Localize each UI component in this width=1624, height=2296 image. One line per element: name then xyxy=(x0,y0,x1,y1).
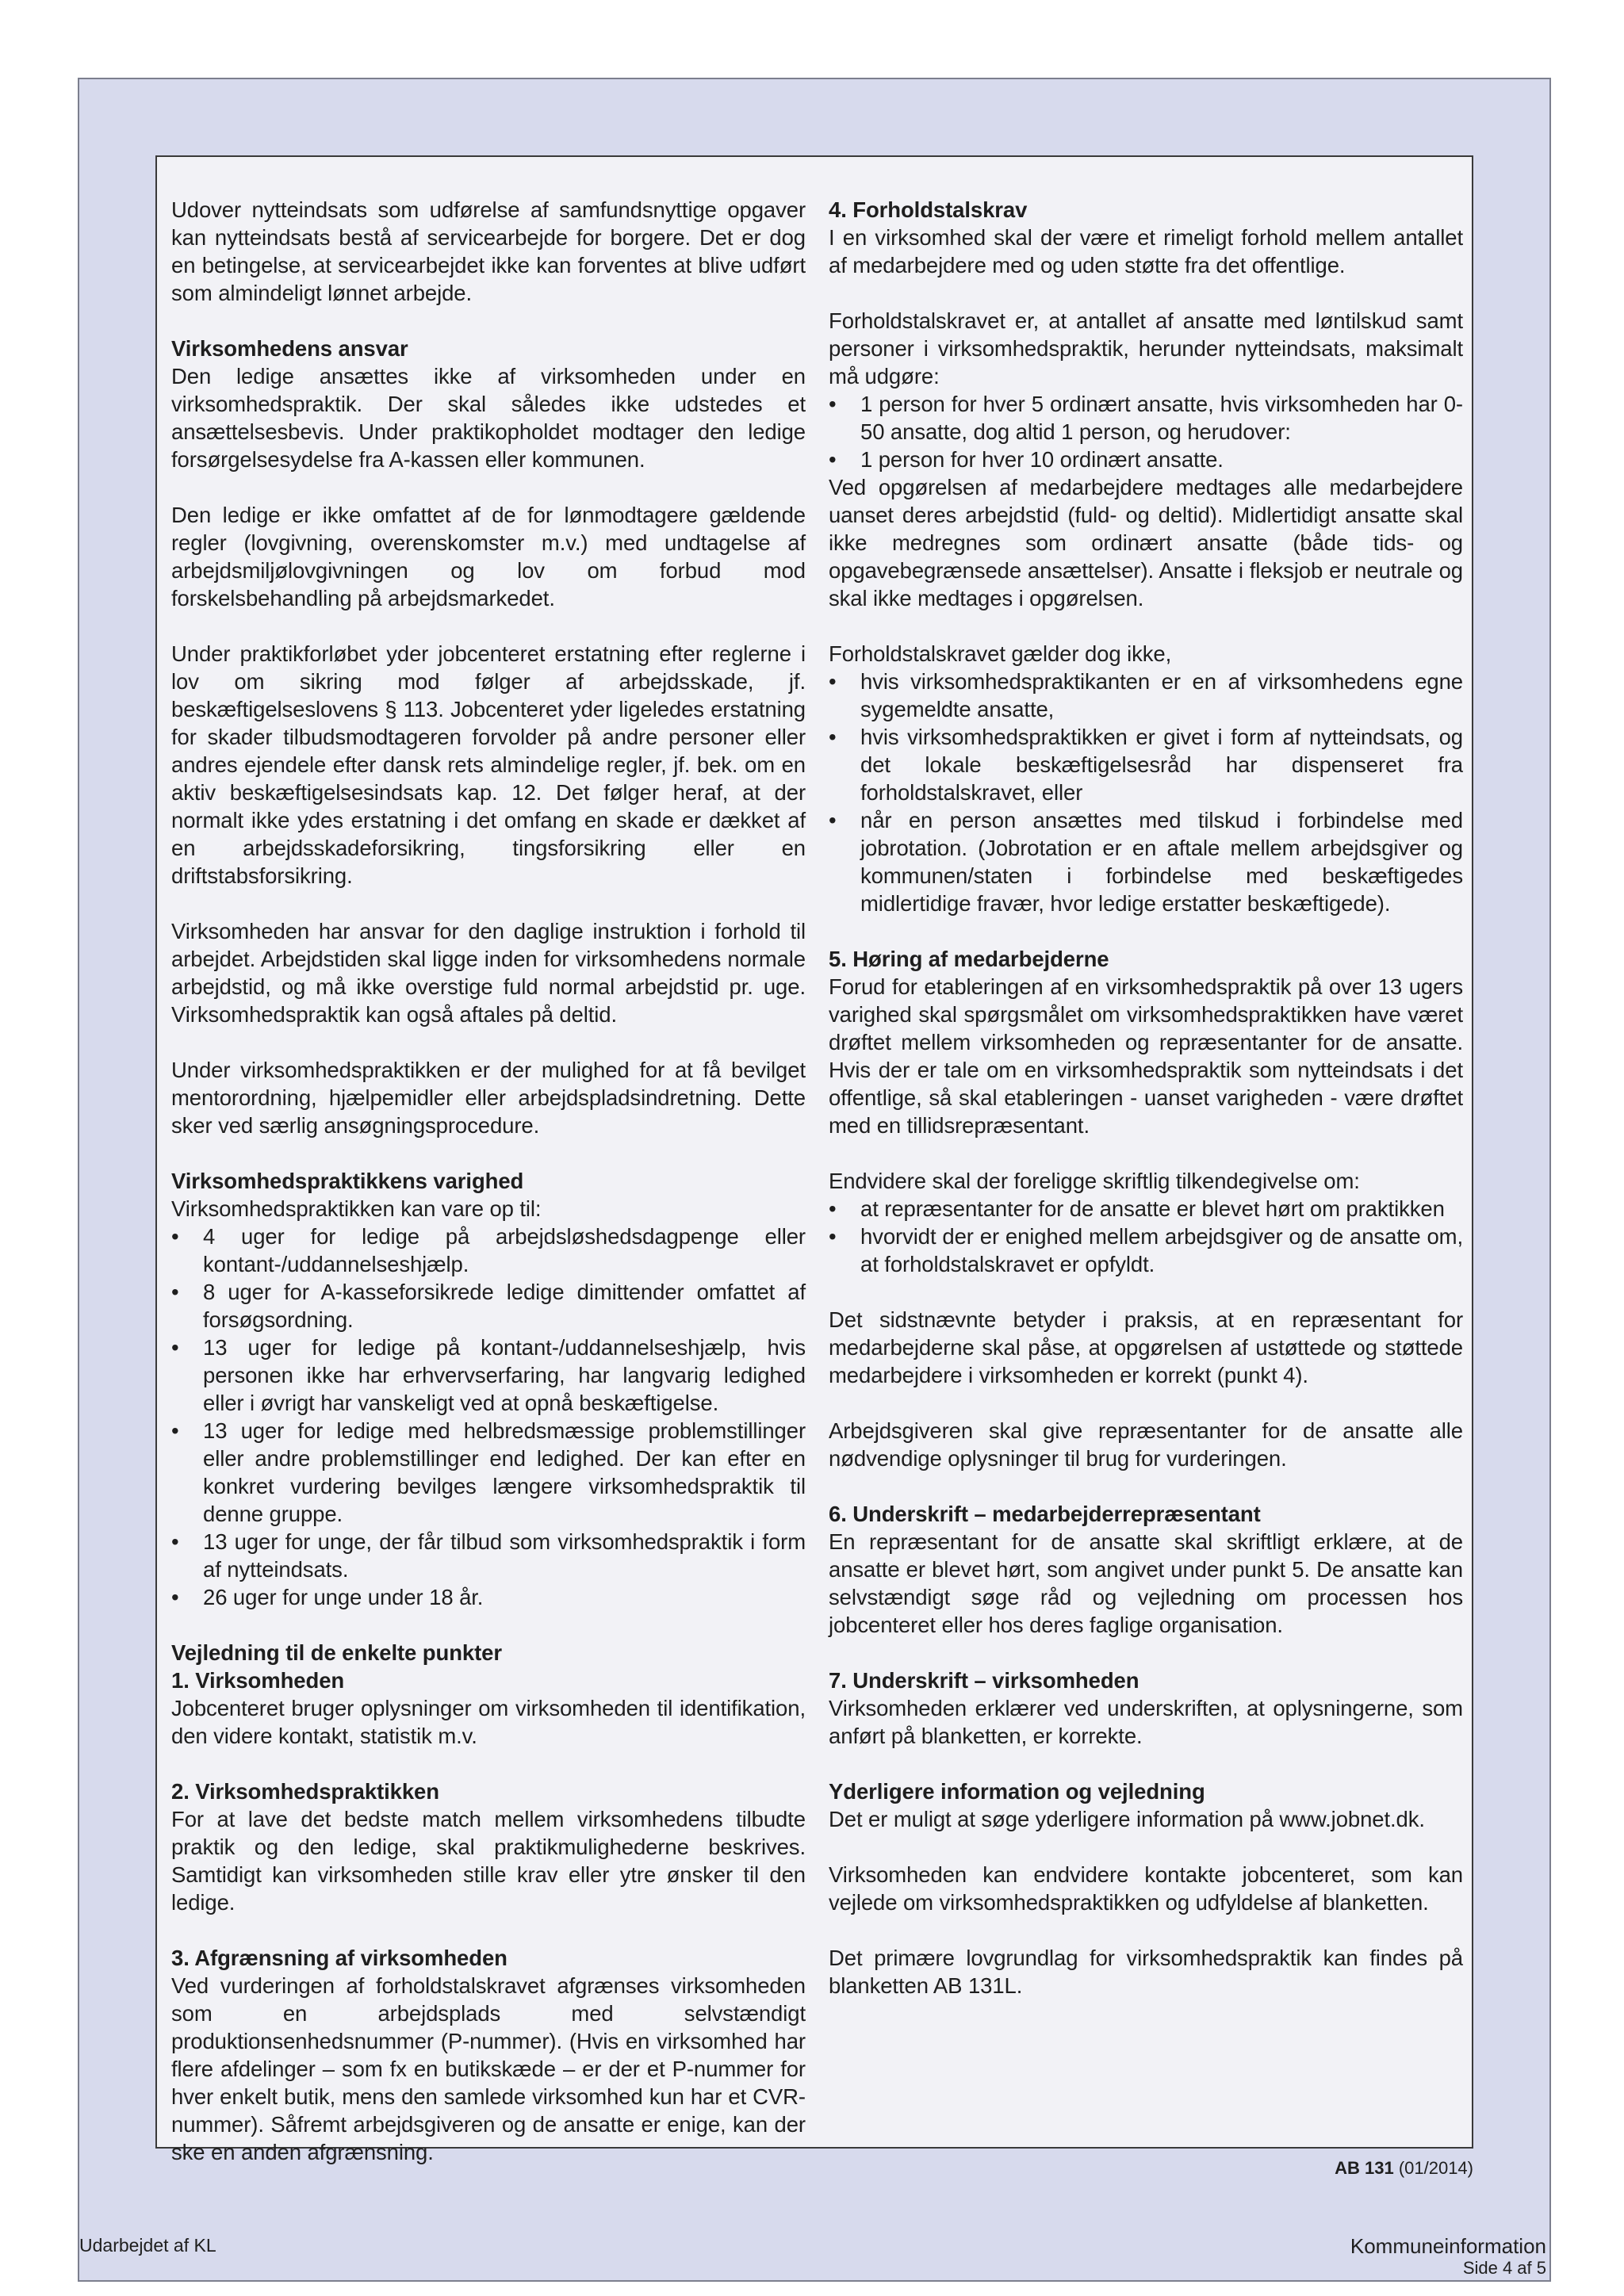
list-item: • hvis virksomhedspraktikanten er en af virksomhedens egne sygemeldte ansatte, xyxy=(829,668,1463,723)
category-label: Kommuneinformation xyxy=(1350,2234,1546,2258)
list-item: • når en person ansættes med tilskud i forbindelse med jobrotation. (Jobrotation er en aftale mellem arbejdsgiver og kommunen/staten i forbindelse med beskæftigedes midlertidige fravær, hvor ledige erstatter beskæftigede). xyxy=(829,806,1463,917)
form-code xyxy=(1335,2158,1473,2179)
list-item: • 13 uger for ledige på kontant-/uddannelseshjælp, hvis personen ikke har erhvervserfaring, har langvarig ledighed eller i øvrigt har vanskeligt ved at opnå beskæftigelse. xyxy=(171,1334,806,1417)
varighed-list xyxy=(171,1223,806,1611)
point-7-text: Virksomheden erklærer ved underskriften, at oplysningerne, som anført på blanketten, er korrekte. xyxy=(829,1696,1463,1748)
ansvar-paragraph-2: Den ledige er ikke omfattet af de for lønmodtagere gældende regler (lovgivning, overenskomster m.v.) med undtagelse af arbejdsmiljølovgivningen og lov om forbud mod forskelsbehandling på arbejdsmarkedet. xyxy=(171,503,806,610)
point-5-text-2: Endvidere skal der foreligge skriftlig tilkendegivelse om: xyxy=(829,1169,1360,1193)
point-4-text-1: I en virksomhed skal der være et rimeligt forhold mellem antallet af medarbejdere med og uden støtte fra det offentlige. xyxy=(829,225,1463,277)
list-item: • hvorvidt der er enighed mellem arbejdsgiver og de ansatte om, at forholdstalskravet er opfyldt. xyxy=(829,1223,1463,1278)
point-5-text-4: Arbejdsgiveren skal give repræsentanter for de ansatte alle nødvendige oplysninger til brug for vurderingen. xyxy=(829,1418,1463,1471)
list-item: • 8 uger for A-kasseforsikrede ledige dimittender omfattet af forsøgsordning. xyxy=(171,1278,806,1334)
list-item: • 13 uger for unge, der får tilbud som virksomhedspraktik i form af nytteindsats. xyxy=(171,1528,806,1583)
info-heading: Yderligere information og vejledning xyxy=(829,1779,1205,1804)
page-number: Side 4 af 5 xyxy=(1462,2258,1546,2278)
right-column xyxy=(829,196,1463,2027)
list-item: • hvis virksomhedspraktikken er givet i form af nytteindsats, og det lokale beskæftigelsesråd har dispenseret fra forholdstalskravet, eller xyxy=(829,723,1463,806)
list-item: • 1 person for hver 5 ordinært ansatte, hvis virksomheden har 0-50 ansatte, dog altid 1 person, og herudover: xyxy=(829,390,1463,446)
left-column xyxy=(171,196,806,2194)
point-5-heading: 5. Høring af medarbejderne xyxy=(829,947,1109,971)
point-4-heading: 4. Forholdstalskrav xyxy=(829,197,1028,222)
list-item: • at repræsentanter for de ansatte er blevet hørt om praktikken xyxy=(829,1195,1463,1223)
varighed-intro: Virksomhedspraktikken kan vare op til: xyxy=(171,1196,542,1221)
point-1-heading: 1. Virksomheden xyxy=(171,1668,345,1693)
form-code-date: (01/2014) xyxy=(1398,2158,1473,2178)
section-heading-vejledning: Vejledning til de enkelte punkter xyxy=(171,1640,502,1665)
ansvar-paragraph-4: Virksomheden har ansvar for den daglige instruktion i forhold til arbejdet. Arbejdstiden skal ligge inden for virksomhedens normale arbejdstid, og må ikke overstige fuld normal arbejdstid pr. uge. Virksomhedspraktik kan også aftales på deltid. xyxy=(171,919,806,1027)
point-2-heading: 2. Virksomhedspraktikken xyxy=(171,1779,439,1804)
point-5-text-3: Det sidstnævnte betyder i praksis, at en repræsentant for medarbejderne skal påse, at opgørelsen af ustøttede og støttede medarbejdere i virksomheden er korrekt (punkt 4). xyxy=(829,1307,1463,1387)
point-4-text-4: Forholdstalskravet gælder dog ikke, xyxy=(829,641,1172,666)
point-3-text: Ved vurderingen af forholdstalskravet afgrænses virksomheden som en arbejdsplads med selvstændigt produktionsenhedsnummer (P-nummer). (Hvis en virksomhed har flere afdelinger – som fx en butikskæde – er der et P-nummer for hver enkelt butik, mens den samlede virksomhed kun har et CVR-nummer). Såfremt arbejdsgiveren og de ansatte er enige, kan der ske en anden afgrænsning. xyxy=(171,1973,806,2164)
made-by-label: Udarbejdet af KL xyxy=(79,2235,216,2256)
ansvar-paragraph-3: Under praktikforløbet yder jobcenteret erstatning efter reglerne i lov om sikring mod følger af arbejdsskade, jf. beskæftigelseslovens § 113. Jobcenteret yder ligeledes erstatning for skader tilbudsmodtageren forvolder på andre personer eller andres ejendele efter dansk rets almindelige regler, jf. bek. om en aktiv beskæftigelsesindsats kap. 12. Det følger heraf, at der normalt ikke ydes erstatning i det omfang en skade er dækket af en arbejdsskadeforsikring, tingsforsikring eller en driftstabsforsikring. xyxy=(171,641,806,888)
list-item: • 1 person for hver 10 ordinært ansatte. xyxy=(829,446,1463,473)
point-4-text-3: Ved opgørelsen af medarbejdere medtages alle medarbejdere uanset deres arbejdstid (fuld- og deltid). Midlertidigt ansatte skal ikke medregnes som ordinært ansatte (både tids- og opgavebegrænsede ansættelser). Ansatte i fleksjob er neutrale og skal ikke medtages i opgørelsen. xyxy=(829,475,1463,610)
info-text-1: Det er muligt at søge yderligere information på www.jobnet.dk. xyxy=(829,1807,1425,1831)
section-heading-ansvar: Virksomhedens ansvar xyxy=(171,336,408,361)
section-heading-varighed: Virksomhedspraktikkens varighed xyxy=(171,1169,524,1193)
info-text-2: Virksomheden kan endvidere kontakte jobcenteret, som kan vejlede om virksomhedspraktikken og udfyldelse af blanketten. xyxy=(829,1862,1463,1915)
point-1-text: Jobcenteret bruger oplysninger om virksomheden til identifikation, den videre kontakt, statistik m.v. xyxy=(171,1696,806,1748)
point-4-exceptions-list xyxy=(829,668,1463,917)
info-text-3: Det primære lovgrundlag for virksomhedspraktik kan findes på blanketten AB 131L. xyxy=(829,1946,1463,1998)
point-4-list xyxy=(829,390,1463,473)
point-2-text: For at lave det bedste match mellem virksomhedens tilbudte praktik og den ledige, skal praktikmulighederne beskrives. Samtidigt kan virksomheden stille krav eller ytre ønsker til den ledige. xyxy=(171,1807,806,1915)
ansvar-paragraph-1: Den ledige ansættes ikke af virksomheden under en virksomhedspraktik. Der skal således ikke udstedes et ansættelsesbevis. Under praktikopholdet modtager den ledige forsørgelsesydelse fra A-kassen eller kommunen. xyxy=(171,364,806,472)
point-3-heading: 3. Afgrænsning af virksomheden xyxy=(171,1946,508,1970)
form-code-number: AB 131 xyxy=(1335,2158,1394,2178)
point-5-text-1: Forud for etableringen af en virksomhedspraktik på over 13 ugers varighed skal spørgsmålet om virksomhedspraktikken have været drøftet mellem virksomheden og repræsentanter for de ansatte. Hvis der er tale om en virksomhedspraktik som nytteindsats i det offentlige, så skal etableringen - uanset varigheden - være drøftet med en tillidsrepræsentant. xyxy=(829,974,1463,1138)
ansvar-paragraph-5: Under virksomhedspraktikken er der mulighed for at få bevilget mentorordning, hjælpemidler eller arbejdspladsindretning. Dette sker ved særlig ansøgningsprocedure. xyxy=(171,1058,806,1138)
point-6-heading: 6. Underskrift – medarbejderrepræsentant xyxy=(829,1502,1261,1526)
list-item: • 26 uger for unge under 18 år. xyxy=(171,1583,806,1611)
footer-info xyxy=(1350,2234,1546,2279)
list-item: • 4 uger for ledige på arbejdsløshedsdagpenge eller kontant-/uddannelseshjælp. xyxy=(171,1223,806,1278)
point-6-text: En repræsentant for de ansatte skal skriftligt erklære, at de ansatte er blevet hørt, som angivet under punkt 5. De ansatte kan selvstændigt søge råd og vejledning om processen hos jobcenteret eller hos deres faglige organisation. xyxy=(829,1529,1463,1637)
intro-paragraph: Udover nytteindsats som udførelse af samfundsnyttige opgaver kan nytteindsats bestå af servicearbejde for borgere. Det er dog en betingelse, at servicearbejdet ikke kan forventes at blive udført som almindeligt lønnet arbejde. xyxy=(171,197,806,305)
point-7-heading: 7. Underskrift – virksomheden xyxy=(829,1668,1139,1693)
list-item: • 13 uger for ledige med helbredsmæssige problemstillinger eller andre problemstillinger end ledighed. Der kan efter en konkret vurdering bevilges længere virksomhedspraktik til denne gruppe. xyxy=(171,1417,806,1528)
point-4-text-2: Forholdstalskravet er, at antallet af ansatte med løntilskud samt personer i virksomhedspraktik, herunder nytteindsats, maksimalt må udgøre: xyxy=(829,308,1463,388)
point-5-list xyxy=(829,1195,1463,1278)
